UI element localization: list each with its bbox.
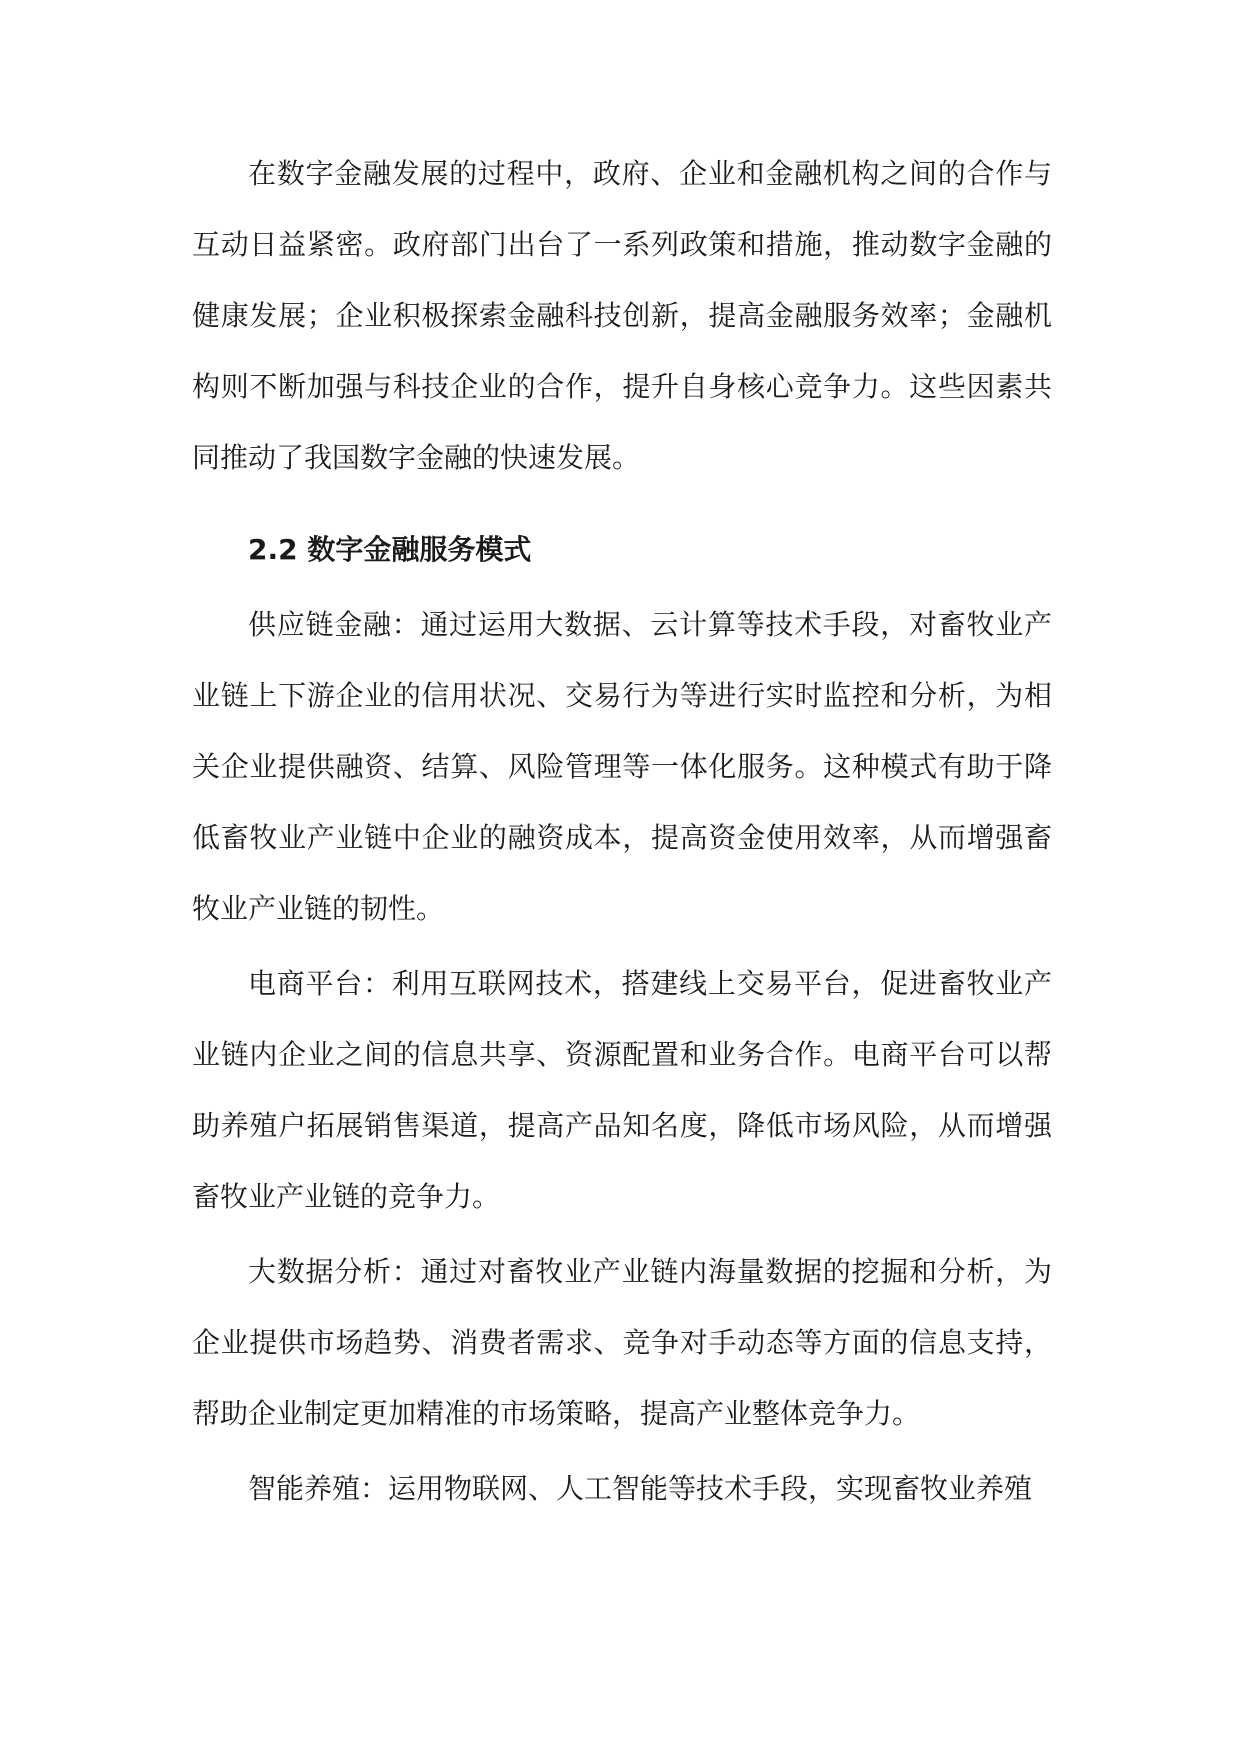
- body-paragraph: 大数据分析：通过对畜牧业产业链内海量数据的挖掘和分析，为企业提供市场趋势、消费者需求、竞争对手动态等方面的信息支持，帮助企业制定更加精准的市场策略，提高产业整体竞争力。: [192, 1255, 1052, 1430]
- body-paragraph: 在数字金融发展的过程中，政府、企业和金融机构之间的合作与互动日益紧密。政府部门出台了一系列政策和措施，推动数字金融的健康发展；企业积极探索金融科技创新，提高金融服务效率；金融机构则不断加强与科技企业的合作，提升自身核心竞争力。这些因素共同推动了我国数字金融的快速发展。: [192, 157, 1052, 474]
- section-heading: 2.2 数字金融服务模式: [248, 533, 532, 566]
- document-body: [192, 138, 1052, 1524]
- body-paragraph: 智能养殖：运用物联网、人工智能等技术手段，实现畜牧业养殖: [248, 1472, 1033, 1505]
- body-paragraph: 电商平台：利用互联网技术，搭建线上交易平台，促进畜牧业产业链内企业之间的信息共享、资源配置和业务合作。电商平台可以帮助养殖户拓展销售渠道，提高产品知名度，降低市场风险，从而增强畜牧业产业链的竞争力。: [192, 967, 1052, 1213]
- body-paragraph: 供应链金融：通过运用大数据、云计算等技术手段，对畜牧业产业链上下游企业的信用状况、交易行为等进行实时监控和分析，为相关企业提供融资、结算、风险管理等一体化服务。这种模式有助于降低畜牧业产业链中企业的融资成本，提高资金使用效率，从而增强畜牧业产业链的韧性。: [192, 608, 1052, 925]
